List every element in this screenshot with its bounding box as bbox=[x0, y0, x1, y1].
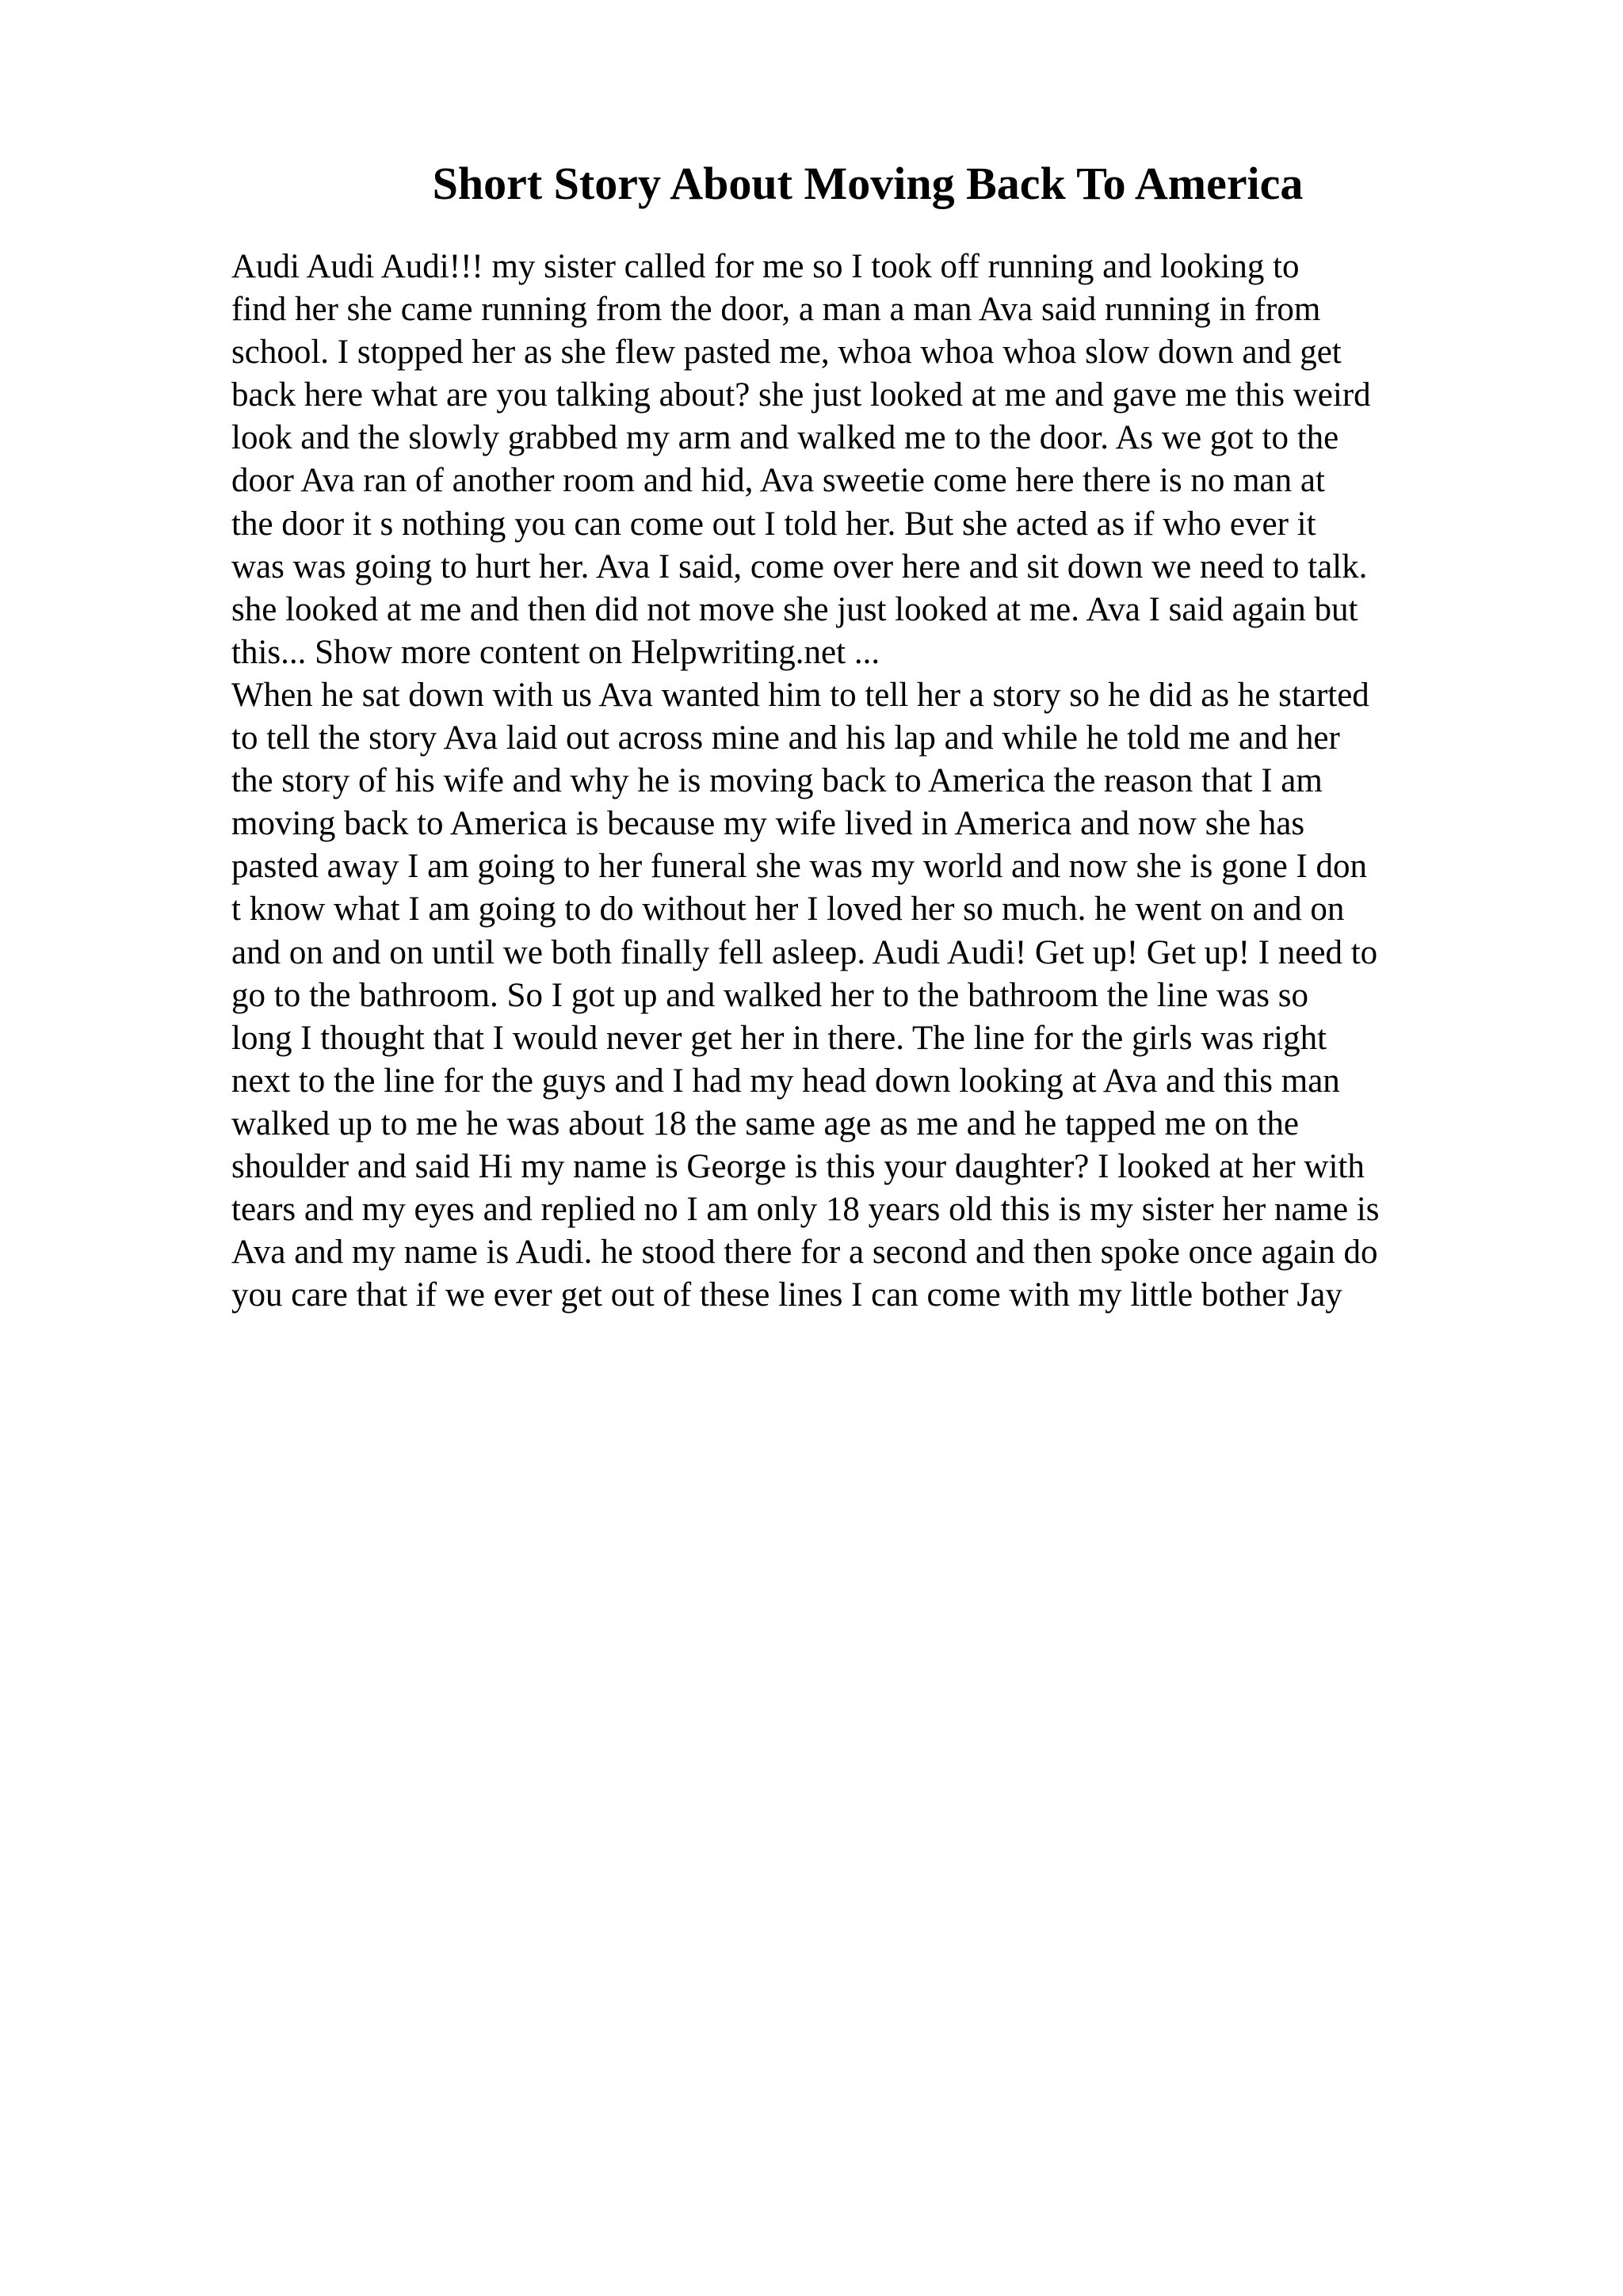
text-line: was was going to hurt her. Ava I said, come over here and sit down we need to talk. bbox=[231, 547, 1368, 585]
text-line: tears and my eyes and replied no I am only 18 years old this is my sister her name is bbox=[231, 1191, 1380, 1229]
text-line: the story of his wife and why he is moving back to America the reason that I am bbox=[231, 762, 1323, 800]
text-line: door Ava ran of another room and hid, Ava sweetie come here there is no man at bbox=[231, 462, 1325, 500]
text-line: next to the line for the guys and I had my head down looking at Ava and this man bbox=[231, 1062, 1340, 1100]
text-line: this... Show more content on Helpwriting.net ... bbox=[231, 633, 880, 671]
text-line: moving back to America is because my wife lived in America and now she has bbox=[231, 805, 1305, 843]
document-title: Short Story About Moving Back To America bbox=[432, 158, 1304, 209]
text-line: the door it s nothing you can come out I told her. But she acted as if who ever it bbox=[231, 505, 1316, 543]
text-line: shoulder and said Hi my name is George is this your daughter? I looked at her with bbox=[231, 1147, 1365, 1185]
text-line: Ava and my name is Audi. he stood there for a second and then spoke once again do bbox=[231, 1234, 1378, 1272]
text-line: look and the slowly grabbed my arm and walked me to the door. As we got to the bbox=[231, 419, 1339, 457]
text-line: you care that if we ever get out of these lines I can come with my little bother Jay bbox=[231, 1276, 1342, 1314]
text-line: walked up to me he was about 18 the same age as me and he tapped me on the bbox=[231, 1104, 1299, 1142]
text-line: Audi Audi Audi!!! my sister called for me so I took off running and looking to bbox=[231, 248, 1300, 285]
document-body bbox=[231, 246, 1515, 1317]
text-line: find her she came running from the door, a man a man Ava said running in from bbox=[231, 291, 1321, 329]
text-line: school. I stopped her as she flew pasted me, whoa whoa whoa slow down and get bbox=[231, 334, 1342, 372]
text-line: pasted away I am going to her funeral she was my world and now she is gone I don bbox=[231, 848, 1367, 886]
text-line: long I thought that I would never get her in there. The line for the girls was right bbox=[231, 1019, 1327, 1057]
text-line: t know what I am going to do without her I loved her so much. he went on and on bbox=[231, 891, 1345, 929]
text-line: When he sat down with us Ava wanted him to tell her a story so he did as he started bbox=[231, 676, 1369, 714]
text-line: go to the bathroom. So I got up and walked her to the bathroom the line was so bbox=[231, 976, 1309, 1014]
text-line: back here what are you talking about? she just looked at me and gave me this weird bbox=[231, 376, 1371, 414]
text-line: she looked at me and then did not move she just looked at me. Ava I said again but bbox=[231, 590, 1358, 628]
text-line: and on and on until we both finally fell asleep. Audi Audi! Get up! Get up! I need to bbox=[231, 933, 1378, 971]
text-line: to tell the story Ava laid out across mine and his lap and while he told me and her bbox=[231, 719, 1340, 757]
